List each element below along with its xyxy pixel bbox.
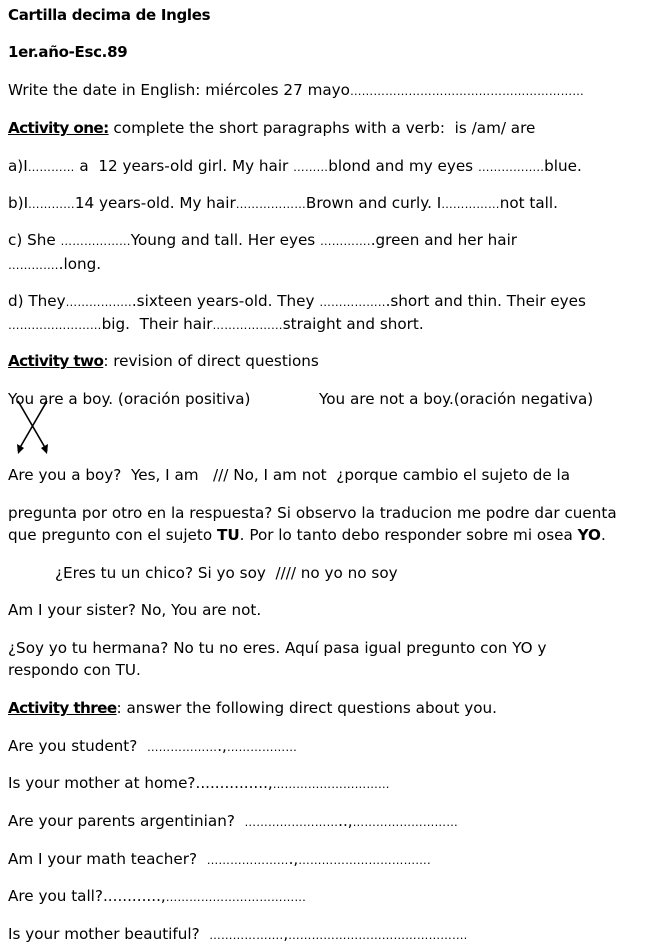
emphasis-yo: YO [577,526,601,544]
emphasis-tu: TU [216,526,240,544]
answer-blank[interactable]: ………………… [206,853,289,867]
activity-one-instructions: complete the short paragraphs with a verb: is /am/ are [108,119,536,137]
example-2: Am I your sister? No, You are not. [8,601,262,619]
answer-blank[interactable]: …………………… [8,318,102,332]
question-text: Is your mother beautiful? [8,925,210,943]
text-segment: straight and short. [282,315,424,333]
text-segment: a 12 years-old girl. My hair [74,157,294,175]
answer-blank[interactable]: ……………………………. [298,853,431,867]
question-row [8,736,297,757]
activity-two-heading [8,351,319,371]
activity-two-label: Activity two [8,352,104,370]
separator: .., [338,812,353,830]
answer-blank[interactable]: ............... [195,774,268,792]
date-blank[interactable]: …………………………………………………… [349,84,584,98]
text-segment: d) They [8,292,66,310]
text-segment: b)I [8,194,29,212]
answer-blank[interactable]: …………… [441,197,500,211]
activity-three-label: Activity three [8,699,117,717]
question-text: Are you tall? [8,887,103,905]
question-text: Are your parents argentinian? [8,812,245,830]
text-segment: .green and her hair [370,231,518,249]
explanation-line-2: pregunta por otro en la respuesta? Si observo la traducion me podre dar cuenta [8,504,617,522]
translation-1: ¿Eres tu un chico? Si yo soy //// no yo no soy [55,564,398,582]
answer-blank[interactable]: ……………………………… [165,890,307,904]
activity-three-heading [8,698,497,718]
paragraph-c-line2 [8,254,101,275]
paragraph-d-line2 [8,314,424,335]
question-row [8,924,468,945]
date-line [8,80,584,101]
date-prompt: Write the date in English: miércoles 27 mayo [8,81,350,99]
answer-blank[interactable]: ………………………… [272,777,390,791]
paragraph-d-line1 [8,291,586,312]
text-segment: .long. [58,255,102,273]
explanation-line-3 [8,525,606,545]
answer-blank[interactable]: …………. [8,258,59,272]
paragraph-c-line1 [8,230,517,251]
activity-two-instructions: : revision of direct questions [103,352,319,370]
answer-blank[interactable]: ……… [293,160,329,174]
separator: , [267,774,273,792]
separator: , [283,925,289,943]
text-segment: que pregunto con el sujeto [8,526,217,544]
activity-one-heading [8,118,535,138]
separator: ., [217,737,227,755]
answer-blank[interactable]: …………….. [65,295,132,309]
answer-blank[interactable]: …………….. [477,160,545,174]
text-segment: big. Their hair [101,315,213,333]
answer-blank[interactable]: ……………… [212,318,283,332]
answer-blank[interactable]: ……………… [146,740,218,754]
question-row [8,811,458,832]
text-segment: Young and tall. Her eyes [130,231,321,249]
text-segment: 14 years-old. My hair [74,194,236,212]
crossed-arrows-icon [10,396,56,458]
question-row [8,886,306,907]
answer-blank[interactable]: ……………… [226,740,298,754]
question-text: Are you student? [8,737,147,755]
question-text: Am I your math teacher? [8,850,207,868]
text-segment: blond and my eyes [328,157,478,175]
paragraph-a [8,156,582,177]
answer-blank[interactable]: ……………… [60,234,131,248]
answer-blank[interactable]: ……………………… [352,815,458,829]
text-segment: c) She [8,231,61,249]
paragraph-b [8,193,558,214]
explanation-line-1: Are you a boy? Yes, I am /// No, I am not ¿porque cambio el sujeto de la [8,466,571,484]
question-text: Is your mother at home? [8,774,196,792]
text-segment: . Por lo tanto debo responder sobre mi osea [239,526,578,544]
text-segment: a)I [8,157,28,175]
separator: , [160,887,166,905]
question-row [8,773,390,794]
positive-example: You are a boy. (oración positiva) [8,390,251,408]
text-segment: .sixteen years-old. They [131,292,320,310]
answer-blank[interactable]: ……………… [235,197,306,211]
text-segment: not tall. [499,194,558,212]
answer-blank[interactable]: ………………………………………. [288,928,468,942]
answer-blank[interactable]: …………. [320,234,371,248]
translation-2-line-2: respondo con TU. [8,661,141,679]
answer-blank[interactable]: ………… [27,160,75,174]
translation-2-line-1: ¿Soy yo tu hermana? No tu no eres. Aquí pasa igual pregunto con YO y [8,639,547,657]
question-row [8,849,431,870]
worksheet-title: Cartilla decima de Ingles [8,6,211,24]
text-segment: . [600,526,606,544]
negative-example: You are not a boy.(oración negativa) [319,390,594,408]
separator: ., [288,850,299,868]
activity-three-instructions: : answer the following direct questions about you. [116,699,498,717]
text-segment: blue. [544,157,582,175]
answer-blank[interactable]: ………… [28,197,75,211]
text-segment: Brown and curly. I [305,194,442,212]
activity-one-label: Activity one: [8,119,109,137]
answer-blank[interactable]: …………….. [319,295,386,309]
text-segment: .short and thin. Their eyes [385,292,586,310]
answer-blank[interactable]: …………………… [244,815,339,829]
answer-blank[interactable]: ............ [102,887,161,905]
school-label: 1er.año-Esc.89 [8,43,128,61]
answer-blank[interactable]: ………………. [209,928,284,942]
